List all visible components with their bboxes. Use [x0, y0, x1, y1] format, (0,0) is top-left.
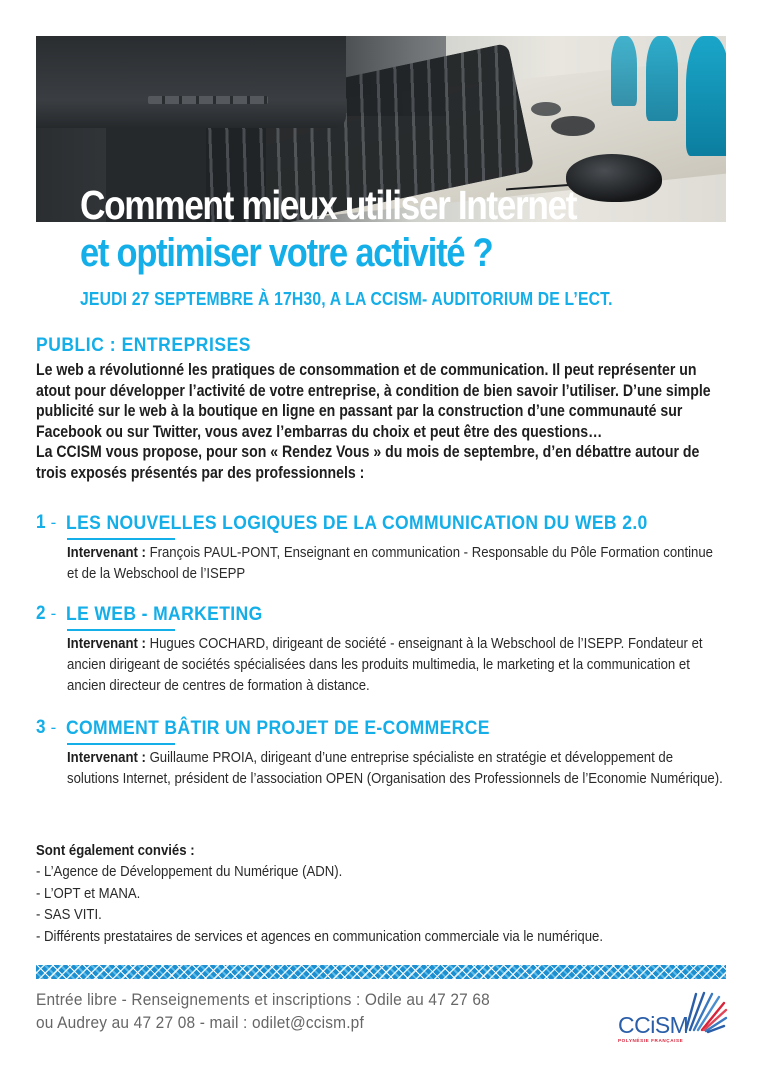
talk-title: LES NOUVELLES LOGIQUES DE LA COMMUNICATION DU WEB 2.0 [66, 512, 648, 534]
logo-subtitle: POLYNÉSIE FRANÇAISE [618, 1038, 684, 1043]
contact-line-2: ou Audrey au 47 27 08 - mail : odilet@ccism.pf [36, 1013, 364, 1032]
intro-paragraph-2: La CCISM vous propose, pour son « Rendez Vous » du mois de septembre, d’en débattre autour de trois exposés présentés par des professionnels : [36, 443, 700, 482]
public-heading: PUBLIC : ENTREPRISES [36, 335, 252, 356]
talk-item-1 [36, 512, 726, 584]
speaker-description: Hugues COCHARD, dirigeant de société - enseignant à la Webschool de l’ISEPP. Fondateur et ancien dirigeant de sociétés spécialisées dans les produits multimedia, le marketing et la communication et ancien directeur de centres de formation à distance. [67, 635, 703, 695]
talk-item-2 [36, 603, 726, 697]
talk-number: 1 [36, 512, 46, 533]
talk-number: 2 [36, 603, 46, 624]
talk-speaker [67, 633, 725, 697]
talk-item-3 [36, 717, 726, 789]
speaker-label: Intervenant : [67, 635, 146, 652]
contact-line-1: Entrée libre - Renseignements et inscriptions : Odile au 47 27 68 [36, 990, 490, 1009]
invited-item: - SAS VITI. [36, 906, 102, 924]
photo-mouse-far [531, 102, 561, 116]
speaker-label: Intervenant : [67, 544, 146, 561]
photo-monitor [36, 36, 346, 128]
title-line-1: Comment mieux utiliser Internet [80, 182, 577, 228]
intro-text [36, 360, 729, 484]
photo-chair [646, 36, 678, 121]
photo-mouse [566, 154, 662, 202]
invited-section [36, 840, 729, 947]
talk-heading [36, 603, 726, 629]
invited-item: - L’OPT et MANA. [36, 884, 141, 902]
event-date-location: JEUDI 27 SEPTEMBRE À 17H30, A LA CCISM- AUDITORIUM DE L’ECT. [80, 288, 613, 309]
talk-underline [67, 629, 175, 631]
title-line-2: et optimiser votre activité ? [80, 231, 493, 275]
logo-fan-icon [682, 990, 728, 1034]
invited-item: - L’Agence de Développement du Numérique (ADN). [36, 863, 343, 881]
polynesian-pattern-divider [36, 965, 726, 979]
speaker-description: François PAUL-PONT, Enseignant en communication - Responsable du Pôle Formation continue et de la Webschool de l’ISEPP [67, 544, 713, 583]
talk-number: 3 [36, 717, 46, 738]
talk-dash: - [50, 718, 57, 737]
speaker-label: Intervenant : [67, 749, 146, 766]
talk-heading [36, 512, 726, 538]
talk-underline [67, 743, 175, 745]
invited-item: - Différents prestataires de services et agences en communication commerciale via le numérique. [36, 927, 604, 945]
talk-title: COMMENT BÂTIR UN PROJET DE E-COMMERCE [66, 717, 490, 739]
photo-mouse-mid [551, 116, 595, 136]
invited-list [36, 861, 729, 947]
contact-info [36, 988, 643, 1034]
ccism-logo [612, 990, 732, 1050]
logo-wordmark: CCiSM [618, 1012, 689, 1038]
invited-heading: Sont également conviés : [36, 842, 195, 859]
talk-speaker [67, 747, 725, 789]
speaker-description: Guillaume PROIA, dirigeant d’une entreprise spécialiste en stratégie et développement de solutions Internet, président de l’association OPEN (Organisation des Professionnels de l’Economie Numérique). [67, 749, 723, 788]
talk-speaker [67, 542, 725, 584]
talk-dash: - [50, 604, 57, 623]
talk-dash: - [50, 513, 57, 532]
intro-paragraph-1: Le web a révolutionné les pratiques de consommation et de communication. Il peut représenter un atout pour développer l’activité de votre entreprise, à condition de bien savoir l’utiliser. D’une simple publicité sur le web à la boutique en ligne en passant par la construction d’une communauté sur Facebook ou sur Twitter, vous avez l’embarras du choix et peut être des questions… [36, 361, 711, 441]
talk-underline [67, 538, 175, 540]
photo-chair [611, 36, 637, 106]
photo-monitor-buttons [148, 96, 268, 104]
talk-heading [36, 717, 726, 743]
talk-title: LE WEB - MARKETING [66, 603, 263, 625]
photo-chair [686, 36, 726, 156]
